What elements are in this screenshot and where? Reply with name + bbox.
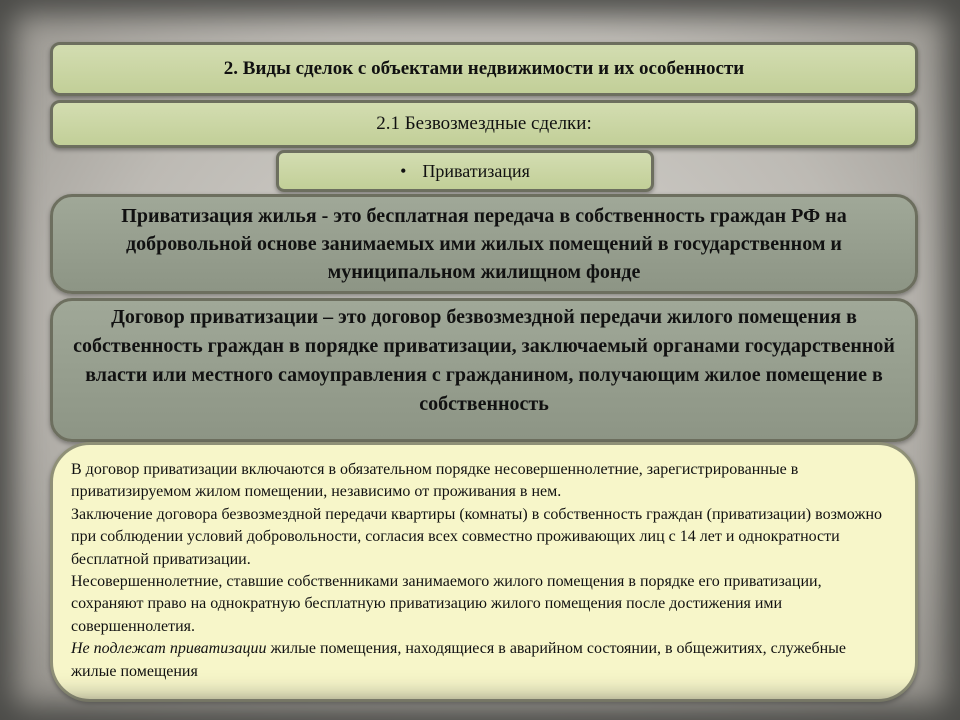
slide-subtitle: 2.1 Безвозмездные сделки: (376, 113, 592, 134)
slide-title: 2. Виды сделок с объектами недвижимости и их особенности (223, 58, 745, 79)
bullet-icon: • (400, 160, 407, 181)
note-paragraph: Заключение договора безвозмездной передачи квартиры (комнаты) в собственность граждан (приватизации) возможно при соблюдении условий добровольности, согласия всех совместно проживающих лиц с 14 лет и однократности бесплатной приватизации. (71, 505, 883, 568)
definition-text: Приватизация жилья - это бесплатная передача в собственность граждан РФ на добровольной основе занимаемых ими жилых помещений в государственном и муниципальном жилищном фонде (121, 205, 847, 283)
note-paragraph: В договор приватизации включаются в обязательном порядке несовершеннолетние, зарегистрированные в приватизируемом жилом помещении, независимо от проживания в нем. (71, 461, 799, 501)
contract-box (50, 298, 918, 442)
notes-box (50, 442, 918, 702)
contract-text: Договор приватизации – это договор безвозмездной передачи жилого помещения в собственность граждан в порядке приватизации, заключаемый органами государственной власти или местного самоуправления с гражданином, получающим жилое помещение в собственность (73, 306, 895, 415)
bullet-box (276, 150, 654, 192)
note-paragraph: Несовершеннолетние, ставшие собственниками занимаемого жилого помещения в порядке его приватизации, сохраняют право на однократную бесплатную приватизацию жилого помещения после достижения ими совершеннолетия. (71, 573, 822, 635)
bullet-label: Приватизация (422, 160, 530, 181)
title-box (50, 42, 918, 96)
note-paragraph-exclusions (71, 638, 891, 683)
subtitle-box (50, 100, 918, 148)
note-italic-lead: Не подлежат приватизации (71, 640, 267, 658)
definition-box (50, 194, 918, 294)
note-rest: жилые помещения, находящиеся в аварийном состоянии, в общежитиях, служебные жилые помещения (71, 640, 847, 680)
